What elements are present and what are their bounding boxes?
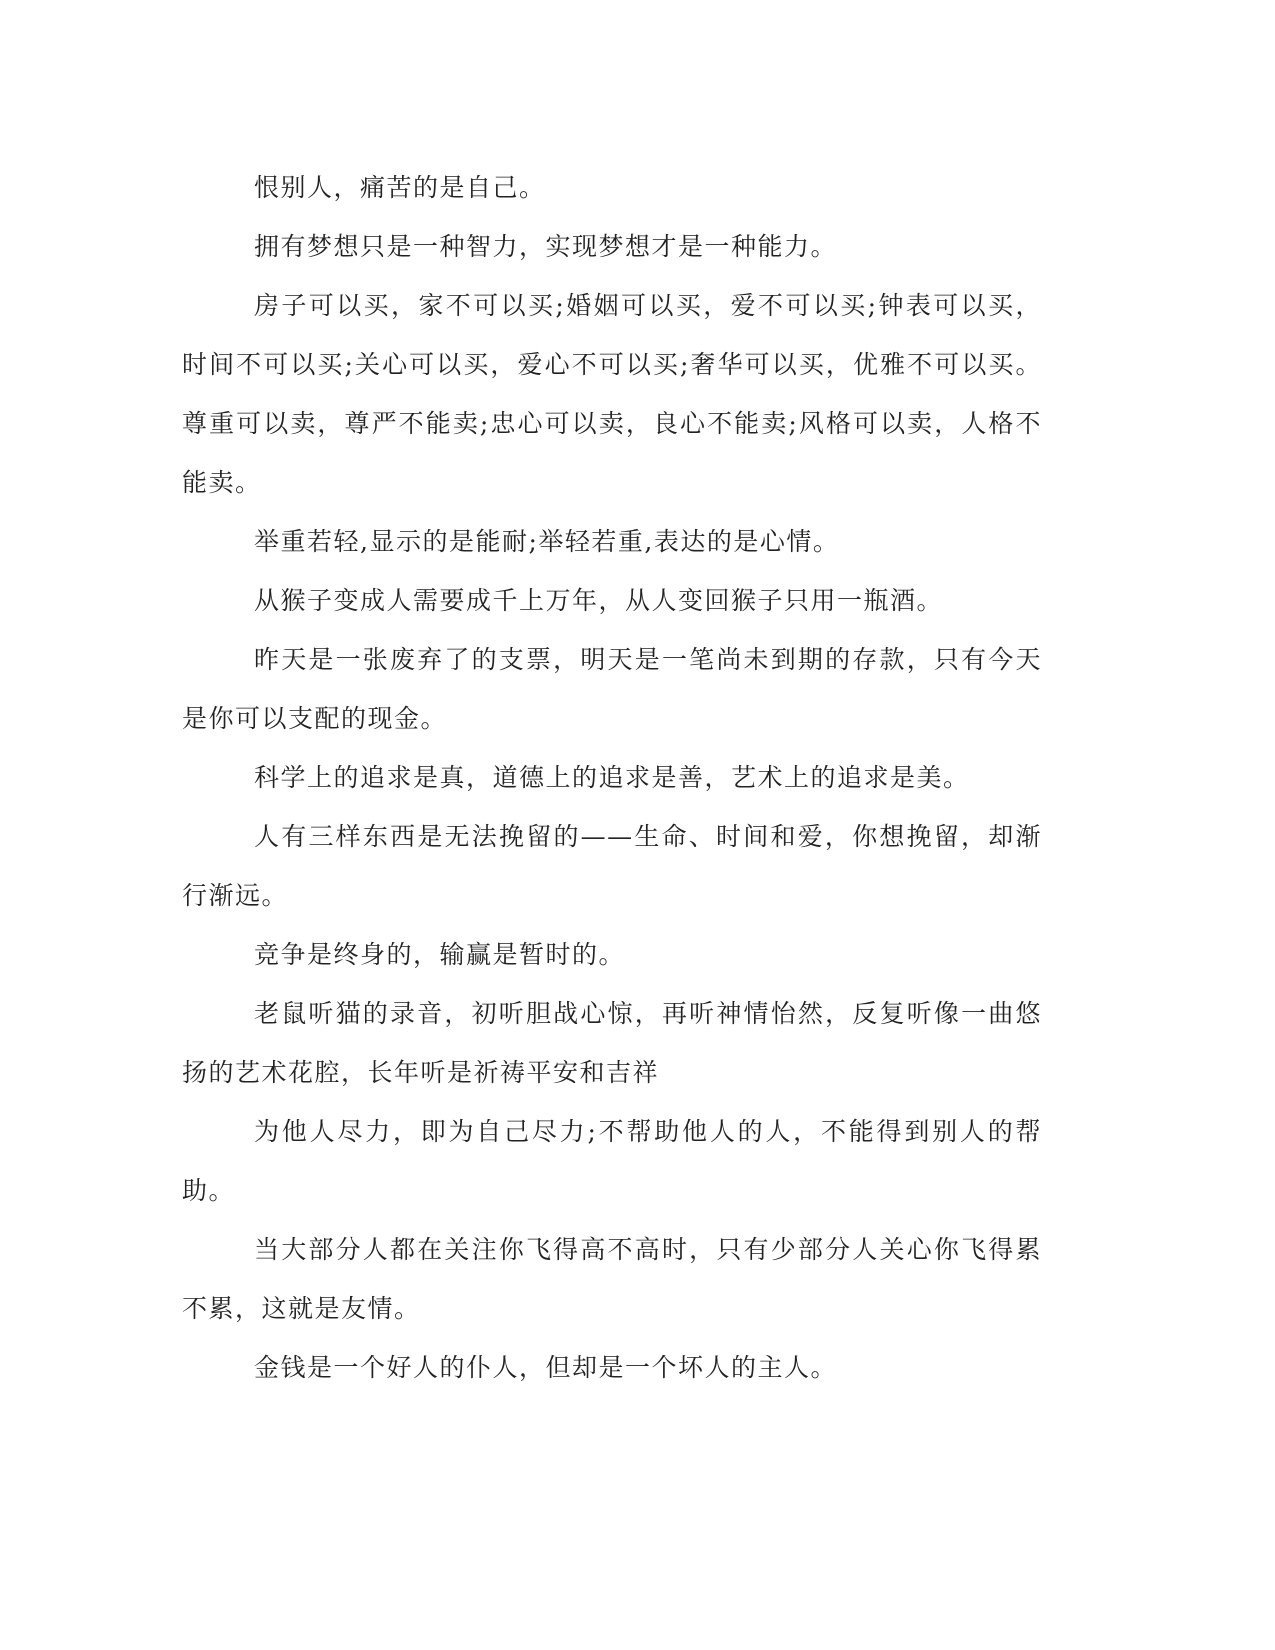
paragraph: 昨天是一张废弃了的支票，明天是一笔尚未到期的存款，只有今天是你可以支配的现金。 <box>182 645 1042 733</box>
paragraph: 恨别人，痛苦的是自己。 <box>254 173 546 202</box>
paragraph: 房子可以买，家不可以买;婚姻可以买，爱不可以买;钟表可以买，时间不可以买;关心可以买，爱心不可以买;奢华可以买，优雅不可以买。尊重可以卖，尊严不能卖;忠心可以卖，良心不能卖;风格可以卖，人格不能卖。 <box>182 291 1042 497</box>
paragraph: 为他人尽力，即为自己尽力;不帮助他人的人，不能得到别人的帮助。 <box>182 1117 1042 1205</box>
document-body <box>182 158 1042 1397</box>
paragraph: 当大部分人都在关注你飞得高不高时，只有少部分人关心你飞得累不累，这就是友情。 <box>182 1235 1042 1323</box>
paragraph: 竞争是终身的，输赢是暂时的。 <box>254 940 626 969</box>
paragraph: 人有三样东西是无法挽留的——生命、时间和爱，你想挽留，却渐行渐远。 <box>182 822 1042 910</box>
paragraph: 科学上的追求是真，道德上的追求是善，艺术上的追求是美。 <box>254 763 970 792</box>
paragraph: 老鼠听猫的录音，初听胆战心惊，再听神情怡然，反复听像一曲悠扬的艺术花腔，长年听是祈祷平安和吉祥 <box>182 999 1042 1087</box>
paragraph: 拥有梦想只是一种智力，实现梦想才是一种能力。 <box>254 232 838 261</box>
paragraph: 从猴子变成人需要成千上万年，从人变回猴子只用一瓶酒。 <box>254 586 944 615</box>
paragraph: 举重若轻,显示的是能耐;举轻若重,表达的是心情。 <box>254 527 840 556</box>
paragraph: 金钱是一个好人的仆人，但却是一个坏人的主人。 <box>254 1353 838 1382</box>
